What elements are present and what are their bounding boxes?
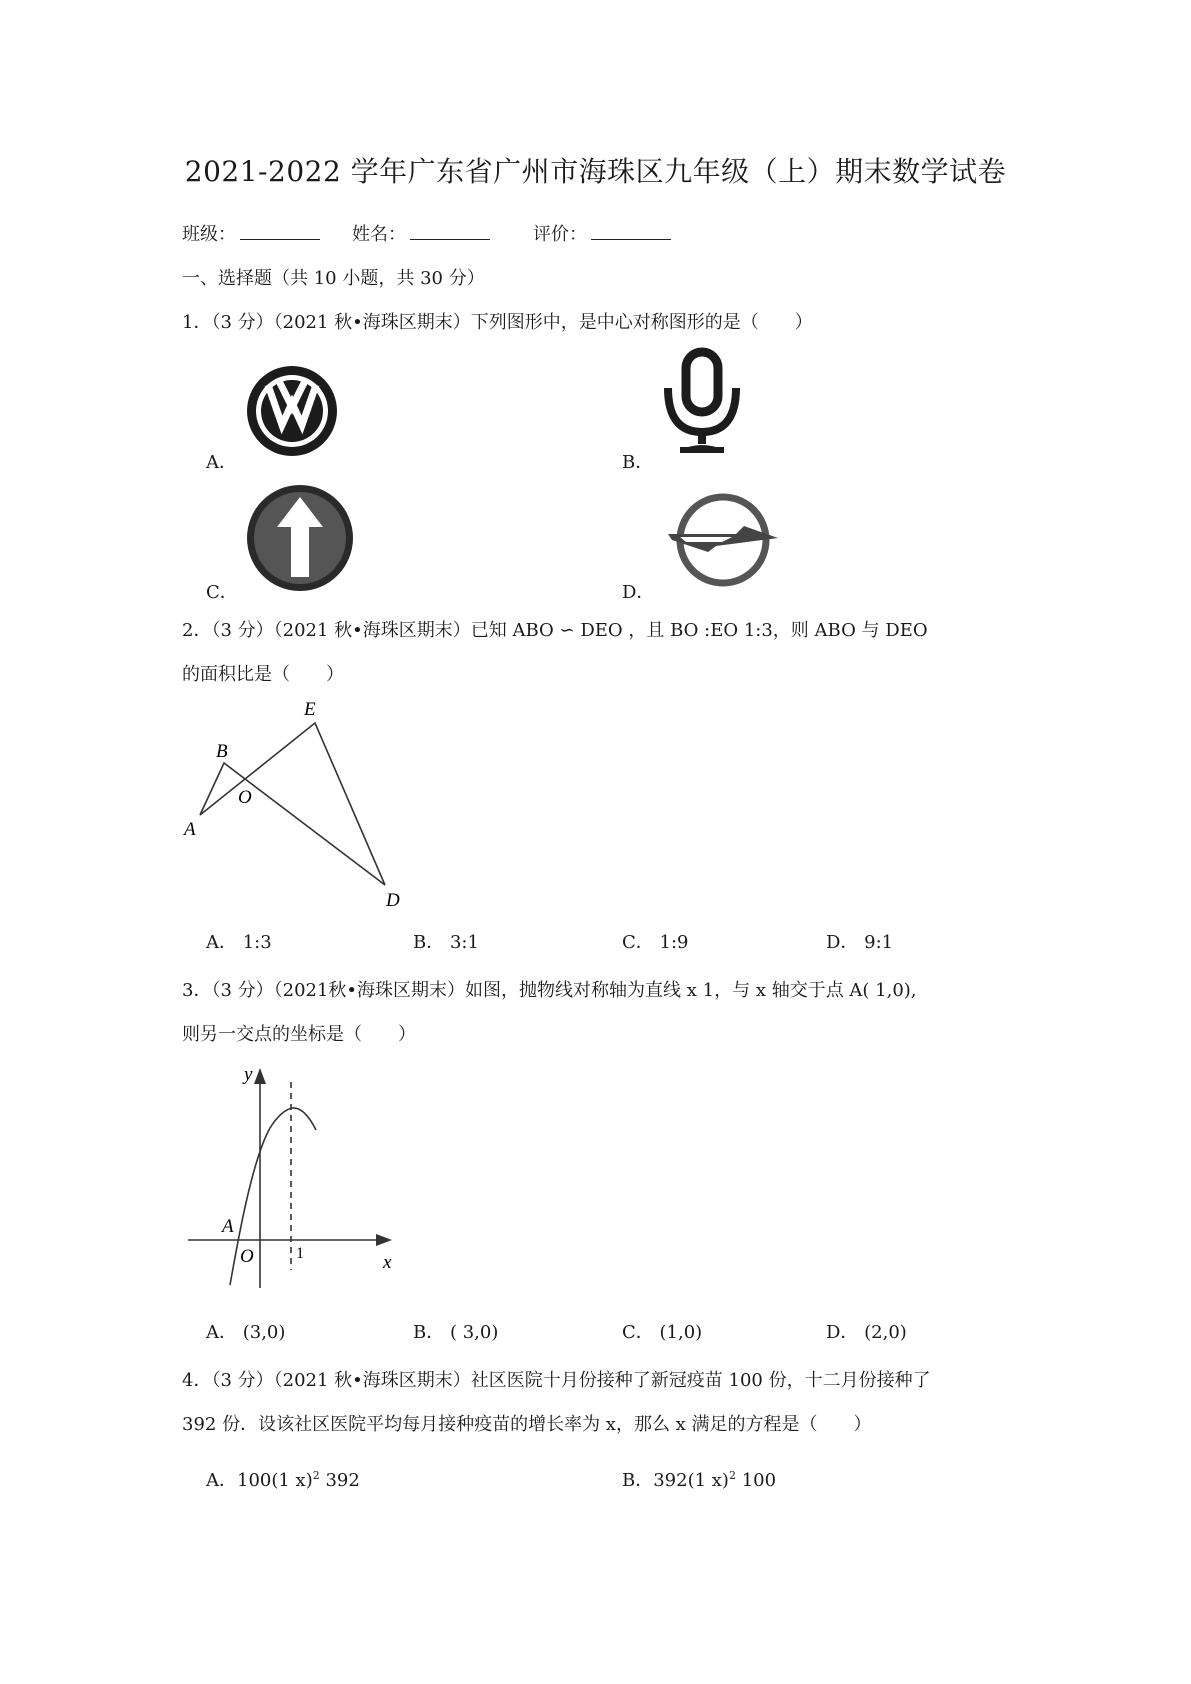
label-a: A	[222, 1216, 234, 1237]
label-o: O	[240, 1246, 254, 1267]
label-one: 1	[296, 1245, 304, 1262]
q1-option-c-label: C．	[206, 582, 238, 603]
q4-option-b-exponent: 2	[728, 1469, 736, 1482]
q3-option-a: A． (3,0)	[206, 1322, 286, 1343]
label-b: B	[216, 741, 228, 762]
label-a: A	[184, 819, 196, 840]
question-1-stem: 1．（3 分）（2021 秋•海珠区期末）下列图形中，是中心对称图形的是（ ）	[182, 312, 813, 333]
name-label: 姓名：	[352, 224, 406, 245]
question-2-stem-line-2: 的面积比是（ ）	[182, 664, 344, 685]
class-blank	[240, 223, 320, 240]
q2-triangles-figure	[180, 695, 420, 915]
grade-blank	[591, 223, 671, 240]
grade-field	[533, 220, 671, 246]
q3-option-d: D． (2,0)	[826, 1322, 907, 1343]
volkswagen-logo-icon	[244, 363, 340, 459]
q3-option-c: C． (1,0)	[622, 1322, 703, 1343]
q3-parabola-figure	[180, 1060, 420, 1300]
q1-option-b-label: B．	[622, 452, 654, 473]
label-o: O	[238, 787, 252, 808]
microphone-icon	[660, 346, 744, 458]
label-x: x	[383, 1252, 392, 1273]
question-3-stem-line-2: 则另一交点的坐标是（ ）	[182, 1024, 416, 1045]
q4-option-a-rhs: 392	[319, 1470, 360, 1491]
page-title: 2021-2022 学年广东省广州市海珠区九年级（上）期末数学试卷	[184, 155, 1007, 188]
opel-logo-icon	[662, 490, 784, 590]
label-d: D	[386, 890, 400, 911]
label-e: E	[304, 699, 316, 720]
q4-option-b-lhs: B．392(1 x)	[622, 1470, 729, 1491]
question-3-stem-line-1: 3．（3 分）（2021秋•海珠区期末）如图，抛物线对称轴为直线 x 1，与 x 轴交于点 A( 1,0),	[182, 980, 917, 1001]
q2-option-d: D． 9:1	[826, 932, 894, 953]
q4-option-b-rhs: 100	[735, 1470, 777, 1491]
q2-option-a: A． 1:3	[206, 932, 272, 953]
q4-option-b	[622, 1466, 776, 1492]
q1-option-d-label: D．	[622, 582, 655, 603]
name-field	[352, 220, 490, 246]
q2-option-c: C． 1:9	[622, 932, 689, 953]
q1-option-a-label: A．	[206, 452, 237, 473]
q4-option-a-lhs: A．100(1 x)	[206, 1470, 313, 1491]
question-4-stem-line-1: 4．（3 分）（2021 秋•海珠区期末）社区医院十月份接种了新冠疫苗 100 份，十二月份接种了	[182, 1370, 931, 1391]
q3-option-b: B． ( 3,0)	[413, 1322, 499, 1343]
class-label: 班级：	[182, 224, 236, 245]
up-arrow-sign-icon	[245, 483, 355, 593]
q4-option-a-exponent: 2	[312, 1469, 320, 1482]
grade-label: 评价：	[533, 224, 587, 245]
q4-option-a	[206, 1466, 360, 1492]
label-y: y	[244, 1064, 253, 1085]
section-heading: 一、选择题（共 10 小题，共 30 分）	[182, 268, 485, 289]
question-4-stem-line-2: 392 份．设该社区医院平均每月接种疫苗的增长率为 x，那么 x 满足的方程是（ ）	[182, 1414, 872, 1435]
class-field	[182, 220, 320, 246]
question-2-stem-line-1: 2．（3 分）（2021 秋•海珠区期末）已知 ABO ∽ DEO ，且 BO :EO 1:3，则 ABO 与 DEO	[182, 620, 928, 641]
name-blank	[410, 223, 490, 240]
q2-option-b: B． 3:1	[413, 932, 479, 953]
